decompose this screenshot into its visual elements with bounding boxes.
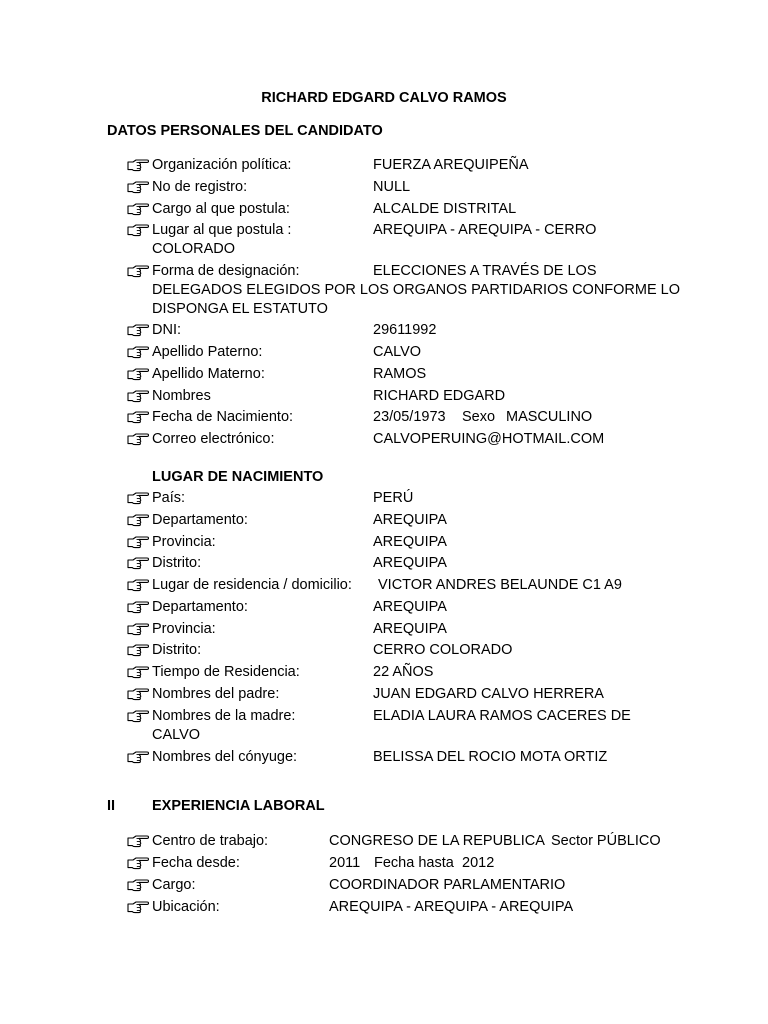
pointing-hand-icon [127, 709, 149, 723]
field-label-centro-trabajo: Centro de trabajo: [152, 833, 269, 849]
field-value-tiempo-residencia: 22 AÑOS [373, 664, 434, 680]
field-label-apellido-materno: Apellido Materno: [152, 366, 265, 382]
field-value-residencia-provincia: AREQUIPA [373, 621, 447, 637]
field-value-provincia: AREQUIPA [373, 534, 447, 550]
section-heading-birth: LUGAR DE NACIMIENTO [152, 469, 324, 485]
field-value-lugar-postula-continued: COLORADO [152, 241, 235, 257]
pointing-hand-icon [127, 491, 149, 505]
field-value-fecha-hasta: 2012 [462, 855, 495, 871]
field-label-correo: Correo electrónico: [152, 431, 275, 447]
field-label-fecha-hasta: Fecha hasta [374, 855, 454, 871]
pointing-hand-icon [127, 432, 149, 446]
pointing-hand-icon [127, 878, 149, 892]
field-label-sexo: Sexo [462, 409, 496, 425]
pointing-hand-icon [127, 856, 149, 870]
pointing-hand-icon [127, 750, 149, 764]
pointing-hand-icon [127, 323, 149, 337]
pointing-hand-icon [127, 834, 149, 848]
field-value-centro-trabajo: CONGRESO DE LA REPUBLICA [329, 833, 545, 849]
field-label-ubicacion: Ubicación: [152, 899, 220, 915]
field-value-residencia-departamento: AREQUIPA [373, 599, 447, 615]
field-value-forma-designacion-continued-2: DISPONGA EL ESTATUTO [152, 301, 328, 317]
field-value-distrito: AREQUIPA [373, 555, 447, 571]
pointing-hand-icon [127, 622, 149, 636]
field-label-organizacion: Organización política: [152, 157, 292, 173]
field-value-dni: 29611992 [373, 322, 437, 338]
pointing-hand-icon [127, 900, 149, 914]
pointing-hand-icon [127, 410, 149, 424]
page-title: RICHARD EDGARD CALVO RAMOS [261, 90, 507, 106]
field-value-fecha-desde: 2011 [329, 855, 361, 871]
section-heading-work: EXPERIENCIA LABORAL [152, 798, 325, 814]
pointing-hand-icon [127, 665, 149, 679]
field-value-padre: JUAN EDGARD CALVO HERRERA [373, 686, 604, 702]
field-value-organizacion: FUERZA AREQUIPEÑA [373, 157, 529, 173]
pointing-hand-icon [127, 535, 149, 549]
field-value-sector: Sector PÚBLICO [551, 833, 661, 849]
field-value-forma-designacion: ELECCIONES A TRAVÉS DE LOS [373, 263, 597, 279]
field-label-tiempo-residencia: Tiempo de Residencia: [152, 664, 300, 680]
field-label-pais: País: [152, 490, 186, 506]
field-value-apellido-paterno: CALVO [373, 344, 422, 360]
pointing-hand-icon [127, 513, 149, 527]
field-label-residencia-provincia: Provincia: [152, 621, 216, 637]
field-label-fecha-nacimiento: Fecha de Nacimiento: [152, 409, 294, 425]
pointing-hand-icon [127, 223, 149, 237]
field-label-provincia: Provincia: [152, 534, 216, 550]
field-value-nombres: RICHARD EDGARD [373, 388, 506, 404]
pointing-hand-icon [127, 345, 149, 359]
field-value-forma-designacion-continued: DELEGADOS ELEGIDOS POR LOS ORGANOS PARTIDARIOS CONFORME LO [152, 282, 681, 298]
field-label-forma-designacion: Forma de designación: [152, 263, 300, 279]
pointing-hand-icon [127, 578, 149, 592]
pointing-hand-icon [127, 367, 149, 381]
section-heading-personal: DATOS PERSONALES DEL CANDIDATO [107, 123, 383, 139]
field-label-cargo-laboral: Cargo: [152, 877, 196, 893]
pointing-hand-icon [127, 264, 149, 278]
field-value-sexo: MASCULINO [506, 409, 593, 425]
field-value-madre: ELADIA LAURA RAMOS CACERES DE [373, 708, 631, 724]
field-value-cargo-laboral: COORDINADOR PARLAMENTARIO [329, 877, 566, 893]
field-value-conyuge: BELISSA DEL ROCIO MOTA ORTIZ [373, 749, 608, 765]
field-label-dni: DNI: [152, 322, 181, 338]
field-value-lugar-postula: AREQUIPA - AREQUIPA - CERRO [373, 222, 597, 238]
field-label-departamento: Departamento: [152, 512, 248, 528]
pointing-hand-icon [127, 643, 149, 657]
field-value-pais: PERÚ [373, 490, 414, 506]
field-label-apellido-paterno: Apellido Paterno: [152, 344, 263, 360]
field-value-cargo: ALCALDE DISTRITAL [373, 201, 517, 217]
pointing-hand-icon [127, 389, 149, 403]
field-label-residencia-distrito: Distrito: [152, 642, 202, 658]
field-label-registro: No de registro: [152, 179, 248, 195]
field-label-conyuge: Nombres del cónyuge: [152, 749, 298, 765]
field-label-fecha-desde: Fecha desde: [152, 855, 240, 871]
field-value-departamento: AREQUIPA [373, 512, 447, 528]
pointing-hand-icon [127, 202, 149, 216]
field-value-apellido-materno: RAMOS [373, 366, 427, 382]
field-value-ubicacion: AREQUIPA - AREQUIPA - AREQUIPA [329, 899, 574, 915]
section-number-work: II [107, 798, 116, 814]
pointing-hand-icon [127, 687, 149, 701]
field-value-madre-continued: CALVO [152, 727, 201, 743]
field-label-padre: Nombres del padre: [152, 686, 280, 702]
field-label-nombres: Nombres [152, 388, 211, 404]
field-label-madre: Nombres de la madre: [152, 708, 296, 724]
pointing-hand-icon [127, 180, 149, 194]
field-value-registro: NULL [373, 179, 411, 195]
pointing-hand-icon [127, 556, 149, 570]
pointing-hand-icon [127, 600, 149, 614]
field-value-residencia-distrito: CERRO COLORADO [373, 642, 513, 658]
field-label-lugar-postula: Lugar al que postula : [152, 222, 292, 238]
field-value-residencia: VICTOR ANDRES BELAUNDE C1 A9 [378, 577, 622, 593]
field-value-fecha-nacimiento: 23/05/1973 [373, 409, 446, 425]
field-value-correo: CALVOPERUING@HOTMAIL.COM [373, 431, 605, 447]
field-label-cargo: Cargo al que postula: [152, 201, 290, 217]
field-label-distrito: Distrito: [152, 555, 202, 571]
field-label-residencia-departamento: Departamento: [152, 599, 248, 615]
field-label-residencia: Lugar de residencia / domicilio: [152, 577, 352, 593]
pointing-hand-icon [127, 158, 149, 172]
